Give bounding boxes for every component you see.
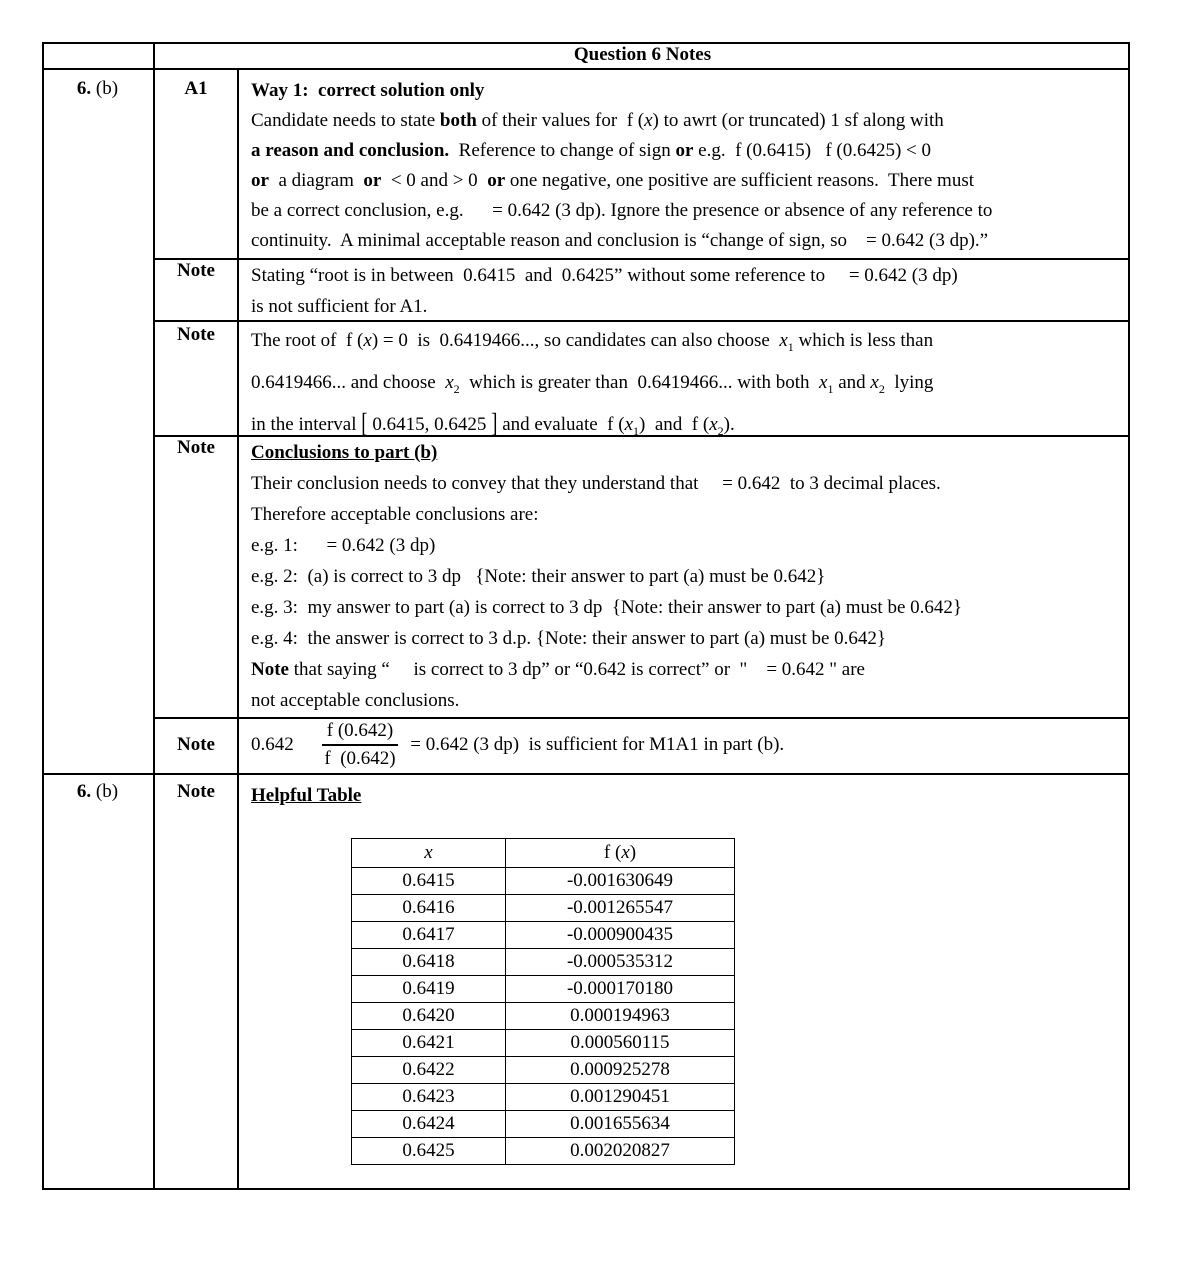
question-number: 6.: [76, 78, 92, 99]
text-segment: or: [675, 140, 694, 161]
text-segment: x: [779, 330, 788, 351]
text-segment: which is greater than 0.6419466... with both: [459, 372, 819, 393]
question-notes-header: [155, 42, 1130, 68]
helpful-table-cell: 0.6419: [352, 976, 506, 1003]
helpful-table-content: [239, 773, 1128, 1190]
text-line: [251, 437, 1118, 468]
text-segment: and evaluate f (: [497, 414, 625, 435]
helpful-table-cell: 0.001655634: [506, 1111, 735, 1138]
text-segment: and: [833, 372, 871, 393]
text-segment: e.g. 4: the answer is correct to 3 d.p. {Note: their answer to part (a) must be 0.642}: [251, 628, 887, 649]
helpful-table-row: [352, 1003, 735, 1030]
text-segment: 0.6415, 0.6425: [367, 414, 492, 435]
helpful-table-row: [352, 1084, 735, 1111]
text-segment: x: [424, 842, 433, 863]
helpful-table-cell: 0.001290451: [506, 1084, 735, 1111]
text-segment: Reference to change of sign: [449, 140, 676, 161]
fraction: [322, 719, 398, 771]
table-border-right: [1128, 42, 1130, 1190]
helpful-table-cell: 0.6422: [352, 1057, 506, 1084]
text-segment: in the interval: [251, 414, 362, 435]
helpful-table: [351, 838, 735, 1165]
text-line: [251, 166, 1118, 196]
text-segment: or: [487, 170, 506, 191]
text-segment: a diagram: [268, 170, 364, 191]
helpful-table-title-row: [251, 781, 1118, 811]
text-segment: 1: [827, 382, 834, 396]
text-segment: one negative, one positive are sufficient reasons. There must: [505, 170, 975, 191]
text-segment: f (: [603, 842, 622, 863]
text-line: [251, 499, 1118, 530]
helpful-table-row: [352, 949, 735, 976]
note-stating-content: [239, 258, 1128, 320]
text-segment: Their conclusion needs to convey that they understand that = 0.642 to 3 decimal places.: [251, 473, 941, 494]
text-segment: or: [251, 170, 269, 191]
text-segment: Therefore acceptable conclusions are:: [251, 504, 539, 525]
helpful-table-header-row: [352, 839, 735, 868]
question-part: (b): [91, 78, 119, 99]
column-divider-1: [153, 42, 155, 1190]
helpful-table-row: [352, 1138, 735, 1165]
question-number: 6.: [76, 781, 92, 802]
helpful-table-row: [352, 1111, 735, 1138]
text-segment: of their values for f (: [476, 110, 645, 131]
text-segment: The root of f (: [251, 330, 364, 351]
helpful-table-cell: -0.000170180: [506, 976, 735, 1003]
helpful-table-cell: 0.6420: [352, 1003, 506, 1030]
helpful-table-row: [352, 1030, 735, 1057]
text-segment: ) = 0 is 0.6419466..., so candidates can also choose: [371, 330, 780, 351]
fraction-prefix: 0.642: [251, 734, 294, 755]
text-segment: Way 1: correct solution only: [251, 80, 485, 101]
text-line: [251, 468, 1118, 499]
text-line: [251, 76, 1118, 106]
text-segment: e.g. f (0.6415) f (0.6425) < 0: [693, 140, 932, 161]
text-line: [251, 196, 1118, 226]
table-border-left: [42, 42, 44, 1190]
helpful-table-cell: 0.6424: [352, 1111, 506, 1138]
text-segment: e.g. 2: (a) is correct to 3 dp {Note: their answer to part (a) must be 0.642}: [251, 566, 826, 587]
helpful-table-cell: -0.000900435: [506, 922, 735, 949]
helpful-table-header: [352, 839, 506, 868]
text-segment: x: [709, 414, 718, 435]
helpful-table-cell: 0.002020827: [506, 1138, 735, 1165]
helpful-table-cell: -0.001265547: [506, 895, 735, 922]
text-segment: Candidate needs to state: [251, 110, 440, 131]
text-segment: x: [870, 372, 879, 393]
helpful-table-header: [506, 839, 735, 868]
text-segment: that saying “ is correct to 3 dp” or “0.642 is correct” or " = 0.642 " are: [288, 659, 865, 680]
helpful-table-cell: 0.6416: [352, 895, 506, 922]
text-segment: Note: [251, 659, 289, 680]
text-segment: a reason and conclusion.: [251, 140, 450, 161]
text-segment: < 0 and > 0: [381, 170, 488, 191]
helpful-table-cell: 0.6417: [352, 922, 506, 949]
helpful-table-cell: 0.000560115: [506, 1030, 735, 1057]
text-segment: both: [439, 110, 477, 131]
text-line: [251, 323, 1118, 365]
mark-label-note-1: Note: [177, 260, 215, 281]
text-line: [251, 685, 1118, 716]
helpful-table-row: [352, 895, 735, 922]
helpful-table-cell: -0.000535312: [506, 949, 735, 976]
mark-label-note-4: Note: [177, 734, 215, 755]
helpful-table-row: [352, 922, 735, 949]
mark-label-a1: A1: [184, 78, 208, 99]
text-line: [251, 365, 1118, 407]
text-segment: Stating “root is in between 0.6415 and 0.6425” without some reference to = 0.642 (3 dp): [251, 265, 958, 286]
text-segment: continuity. A minimal acceptable reason and conclusion is “change of sign, so = 0.642 (3 dp).”: [251, 230, 989, 251]
note-root-content: [239, 320, 1128, 440]
text-segment: is not sufficient for A1.: [251, 296, 428, 317]
text-segment: Conclusions to part (b): [251, 442, 438, 463]
helpful-table-row: [352, 976, 735, 1003]
text-segment: 0.6419466... and choose: [251, 372, 446, 393]
text-segment: which is less than: [793, 330, 934, 351]
note-conclusions-content: [239, 435, 1128, 717]
text-line: [251, 623, 1118, 654]
text-line: [251, 561, 1118, 592]
text-segment: 1: [633, 424, 640, 438]
text-segment: ).: [723, 414, 735, 435]
helpful-table-row: [352, 1057, 735, 1084]
text-line: [251, 260, 1118, 291]
text-segment: x: [363, 330, 372, 351]
text-segment: not acceptable conclusions.: [251, 690, 460, 711]
helpful-table-cell: 0.6425: [352, 1138, 506, 1165]
text-segment: be a correct conclusion, e.g. = 0.642 (3 dp). Ignore the presence or absence of any reference to: [251, 200, 993, 221]
fraction-suffix: = 0.642 (3 dp) is sufficient for M1A1 in part (b).: [410, 734, 785, 755]
text-segment: 2: [717, 424, 724, 438]
text-line: [251, 592, 1118, 623]
text-segment: ): [629, 842, 637, 863]
text-segment: ]: [491, 409, 498, 440]
mark-label-note-3: Note: [177, 437, 215, 458]
text-line: [251, 530, 1118, 561]
text-segment: e.g. 1: = 0.642 (3 dp): [251, 535, 436, 556]
text-line: [251, 136, 1118, 166]
text-line: [251, 106, 1118, 136]
text-line: [251, 291, 1118, 322]
fraction-denominator: f (0.642): [324, 748, 396, 769]
question-part: (b): [91, 781, 119, 802]
text-segment: x: [445, 372, 454, 393]
header-title: Question 6 Notes: [573, 44, 712, 65]
text-segment: x: [819, 372, 828, 393]
text-segment: [: [361, 409, 368, 440]
text-segment: lying: [884, 372, 934, 393]
text-segment: x: [624, 414, 634, 435]
helpful-table-cell: -0.001630649: [506, 868, 735, 895]
text-segment: ) to awrt (or truncated) 1 sf along with: [652, 110, 944, 131]
fraction-numerator: f (0.642): [322, 719, 398, 746]
question-label-6b-2: [42, 781, 153, 803]
helpful-table-title: Helpful Table: [251, 785, 362, 806]
mark-label-note-5: Note: [177, 781, 215, 802]
helpful-table-row: [352, 868, 735, 895]
note-fraction-content: [239, 717, 1128, 773]
text-segment: or: [363, 170, 382, 191]
text-line: [251, 654, 1118, 685]
helpful-table-cell: 0.6415: [352, 868, 506, 895]
helpful-table-cell: 0.000194963: [506, 1003, 735, 1030]
a1-way1-content: [239, 68, 1128, 258]
helpful-table-cell: 0.6418: [352, 949, 506, 976]
helpful-table-cell: 0.6423: [352, 1084, 506, 1111]
question-label-6b: [42, 78, 153, 100]
text-segment: 1: [787, 340, 794, 354]
text-segment: x: [644, 110, 653, 131]
mark-label-note-2: Note: [177, 324, 215, 345]
text-segment: e.g. 3: my answer to part (a) is correct to 3 dp {Note: their answer to part (a) must be 0.642}: [251, 597, 963, 618]
text-segment: ) and f (: [639, 414, 710, 435]
text-segment: 2: [453, 382, 460, 396]
text-segment: x: [621, 842, 630, 863]
text-segment: 2: [878, 382, 885, 396]
helpful-table-cell: 0.6421: [352, 1030, 506, 1057]
helpful-table-cell: 0.000925278: [506, 1057, 735, 1084]
text-line: [251, 226, 1118, 256]
